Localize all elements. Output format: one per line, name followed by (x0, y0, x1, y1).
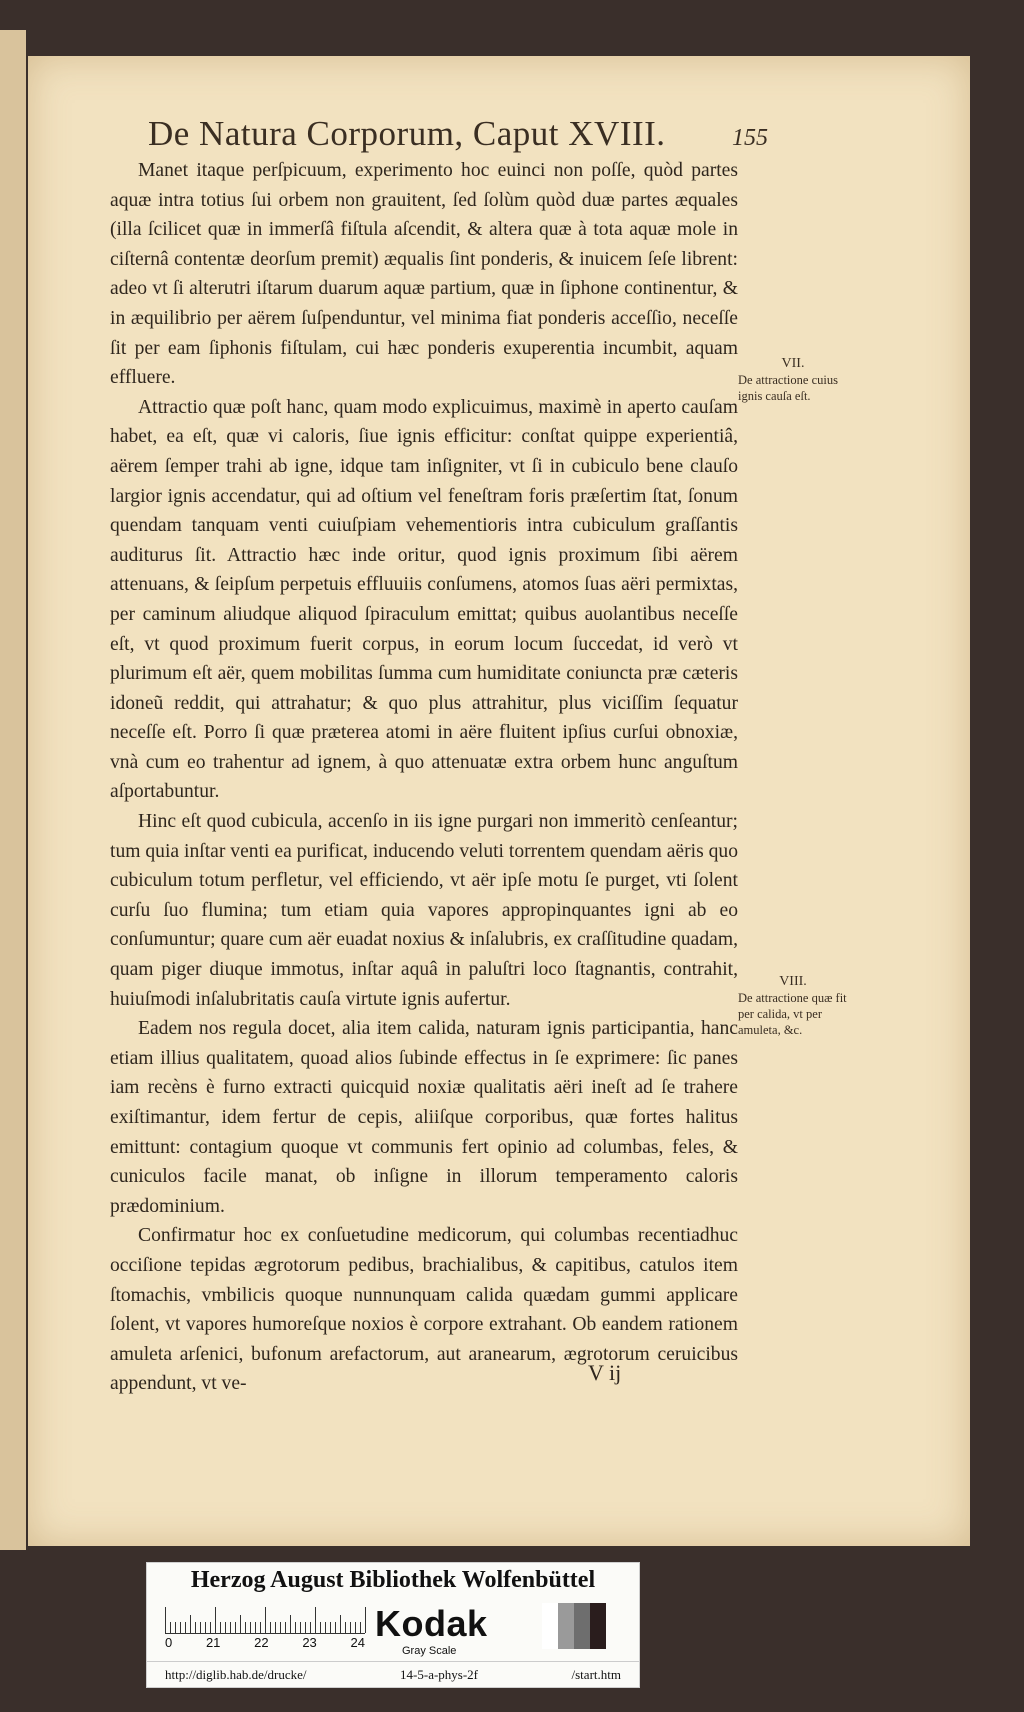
ruler-tick (205, 1622, 206, 1633)
ruler-tick (225, 1622, 226, 1633)
card-footer (147, 1667, 639, 1683)
ruler-tick (170, 1622, 171, 1633)
ruler-tick (255, 1622, 256, 1633)
ruler-tick (185, 1622, 186, 1633)
ruler-tick (350, 1622, 351, 1633)
ruler-tick (265, 1607, 266, 1633)
paragraph: Eadem nos regula docet, alia item calida, naturam ignis participantia, hanc etiam illius qualitatem, quoad alios ſubinde effectus in ſe exprimere: ſic panes iam recèns è furno extracti quicquid noxiæ qualitatis aëri ineſt ad ſe trahere exiſtimantur, idem fertur de cepis, aliiſque corporibus, quæ fortes halitus emittunt: contagium quoque vt communis fert opinio ad columbas, feles, & cuniculos facile manat, ob inſigne in illorum temperamento caloris prædominium. (110, 1018, 738, 1217)
ruler-tick (295, 1622, 296, 1633)
library-color-card (146, 1562, 640, 1688)
ruler-tick (345, 1622, 346, 1633)
ruler-tick (315, 1607, 316, 1633)
ruler-tick (270, 1622, 271, 1633)
ruler-tick (245, 1622, 246, 1633)
ruler-label: 22 (254, 1635, 269, 1650)
ruler-tick (300, 1622, 301, 1633)
ruler-tick (230, 1622, 231, 1633)
body-text (110, 156, 738, 1399)
ruler-label: 21 (205, 1635, 221, 1650)
ruler-tick (290, 1615, 291, 1633)
ruler-labels (165, 1635, 365, 1650)
ruler-tick (355, 1622, 356, 1633)
ruler-label: 24 (350, 1635, 365, 1650)
ruler-label: 0 (165, 1635, 173, 1650)
url-prefix: http://diglib.hab.de/drucke/ (165, 1667, 307, 1682)
url-id: 14-5-a-phys-2f (400, 1667, 479, 1682)
ruler-tick (175, 1622, 176, 1633)
ruler-tick (190, 1615, 191, 1633)
kodak-logo: Kodak (375, 1603, 488, 1644)
url-suffix: /start.htm (571, 1667, 621, 1682)
facing-page-edge (0, 30, 26, 1550)
ruler-tick (275, 1622, 276, 1633)
ruler-tick (330, 1622, 331, 1633)
ruler-tick (250, 1622, 251, 1633)
ruler-tick (210, 1622, 211, 1633)
card-divider (147, 1661, 639, 1662)
ruler-tick (200, 1622, 201, 1633)
ruler-tick (325, 1622, 326, 1633)
library-name: Herzog August Bibliothek Wolfenbüttel (190, 1567, 596, 1593)
ruler-tick (240, 1615, 241, 1633)
ruler-tick (340, 1615, 341, 1633)
margin-note-vii (738, 356, 848, 404)
ruler-tick (195, 1622, 196, 1633)
gray-swatch (558, 1603, 574, 1649)
margin-note-number: VIII. (779, 974, 807, 989)
document-page (28, 56, 970, 1546)
ruler-tick (215, 1607, 216, 1633)
ruler-tick (305, 1622, 306, 1633)
ruler-tick (180, 1622, 181, 1633)
gray-swatch (574, 1603, 590, 1649)
ruler-tick (320, 1622, 321, 1633)
gray-swatch (542, 1603, 558, 1649)
margin-note-viii (738, 974, 848, 1038)
paragraph: Confirmatur hoc ex conſuetudine medicorum, qui columbas recentiadhuc occiſione tepidas ægrotorum pedibus, brachialibus, & capitibus, catulos item ſtomachis, vmbilicis quoque nunnunquam calida quædam gummi applicare ſolent, vt vapores humoreſque noxios è corpore extrahant. Ob eandem rationem amuleta arſenici, bufonum arefactorum, aut aranearum, ægrotorum ceruicibus appendunt, vt ve- (110, 1225, 738, 1395)
ruler-tick (365, 1607, 366, 1633)
margin-note-text: De attractione quæ fit per calida, vt per amuleta, &c. (738, 991, 847, 1037)
ruler-tick (280, 1622, 281, 1633)
paragraph: Hinc eſt quod cubicula, accenſo in iis igne purgari non immeritò cenſeantur; tum quia inſtar venti ea purificat, inducendo veluti torrentem quendam aëris quo cubiculum totum perfletur, vel efficiendo, vt aër ipſe motu ſe purget, vti ſolent curſu ſuo flumina; tum etiam quia vapores appropinquantes igni ab eo conſumuntur; quare cum aër euadat noxius & inſalubris, ex craſſitudine quadam, quam piger diuque immotus, inſtar aquâ in paluſtri loco ſtagnantis, contrahit, huiuſmodi inſalubritatis cauſa virtute ignis aufertur. (110, 811, 738, 1010)
page-number: 155 (732, 125, 768, 151)
ruler-tick (335, 1622, 336, 1633)
gray-swatch (590, 1603, 606, 1649)
gray-swatches (542, 1603, 606, 1649)
ruler-tick (310, 1622, 311, 1633)
paragraph: Manet itaque perſpicuum, experimento hoc euinci non poſſe, quòd partes aquæ intra totius ſui orbem non grauitent, ſed ſolùm quòd duæ partes æquales (illa ſcilicet quæ in immerſâ fiſtula aſcendit, & altera quæ à tota aquæ mole in ciſternâ contentæ deorſum premit) æqualis ſint ponderis, & inuicem ſeſe librent: adeo vt ſi alterutri iſtarum duarum aquæ partium, quæ in ſiphone continentur, & in æquilibrio per aërem ſuſpenduntur, vel minima fiat ponderis acceſſio, neceſſe ſit per eam ſiphonis fiſtulam, cui hæc ponderis exuperentia incumbit, aquam effluere. (110, 160, 738, 389)
measurement-ruler (165, 1603, 365, 1634)
ruler-label: 23 (302, 1635, 317, 1650)
ruler-tick (260, 1622, 261, 1633)
header-title: De Natura Corporum, Caput XVIII. (148, 114, 666, 153)
ruler-tick (360, 1622, 361, 1633)
ruler-tick (235, 1622, 236, 1633)
margin-note-text: De attractione cuius ignis cauſa eſt. (738, 373, 838, 403)
margin-note-number: VII. (781, 356, 805, 371)
ruler-tick (220, 1622, 221, 1633)
ruler-tick (285, 1622, 286, 1633)
running-header (148, 114, 768, 154)
ruler-tick (165, 1607, 166, 1633)
signature-mark: V ij (588, 1360, 622, 1385)
gray-scale-label: Gray Scale (402, 1645, 457, 1657)
paragraph: Attractio quæ poſt hanc, quam modo explicuimus, maximè in aperto cauſam habet, ea eſt, quæ vi caloris, ſiue ignis efficitur: conſtat quippe experientiâ, aërem ſemper trahi ab igne, idque tam inſigniter, vt ſi in cubiculo bene clauſo largior ignis accendatur, qui ad oſtium vel feneſtram foris præſertim ſtat, ſonum quendam tanquam venti cuiuſpiam vehementioris intra cubiculum graſſantis auditurus ſit. Attractio hæc inde oritur, quod ignis proximum ſibi aërem attenuans, & ſeipſum perpetuis effluuiis conſumens, atomos ſuas aëri permixtas, per caminum aliudque aliquod ſpiraculum emittat; quibus auolantibus neceſſe eſt, vt quod proximum fuerit corpus, in eorum locum ſuccedat, id verò vt plurimum eſt aër, quem mobilitas ſumma cum humiditate coniuncta præ cæteris idoneũ reddit, qui attrahatur; & quo plus attrahitur, plus viciſſim ſequatur neceſſe eſt. Porro ſi quæ præterea atomi in aëre fluitent ipſius curſui obnoxiæ, vnà cum eo trahentur ad ignem, à quo attenuatæ extra orbem hunc anguſtum aſportabuntur. (110, 396, 738, 803)
